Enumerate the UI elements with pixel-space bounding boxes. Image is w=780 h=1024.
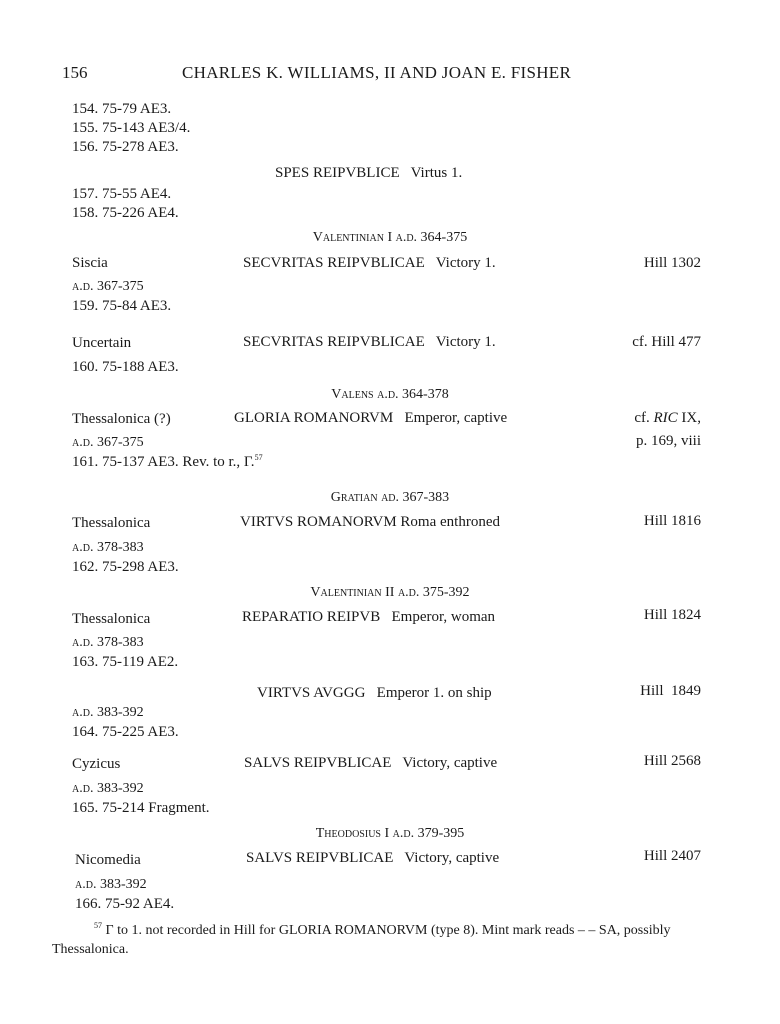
nicomedia-legend: SALVS REIPVBLICAE — [246, 850, 394, 866]
mint-nicomedia: Nicomedia — [75, 852, 141, 868]
page-number: 156 — [62, 63, 88, 82]
footnote-text: Γ to 1. not recorded in Hill for GLORIA ROMANORVM (type 8). Mint mark reads – – SA, possibly Thessalonica. — [52, 923, 671, 957]
footnote-marker: 57 — [94, 921, 102, 930]
valens-legend: GLORIA ROMANORVM — [234, 410, 394, 426]
entry-158: 158. 75-226 AE4. — [72, 205, 179, 221]
entry-163: 163. 75-119 AE2. — [72, 654, 179, 670]
mint-uncertain: Uncertain — [72, 335, 132, 351]
gratian-date: a.d. 378-383 — [72, 540, 144, 555]
entry-162: 162. 75-298 AE3. — [72, 559, 179, 575]
siscia-type-line — [243, 256, 496, 271]
section-heading-valentinian-ii: Valentinian II a.d. 375-392 — [310, 585, 470, 600]
spes-legend: SPES REIPVBLICE — [275, 165, 400, 181]
valens-ref-vol: IX, — [681, 410, 701, 426]
mint-thessalonica-uncertain: Thessalonica (?) — [72, 411, 171, 427]
spes-type-line — [275, 166, 462, 181]
valens-reference — [634, 411, 701, 426]
entry-161 — [72, 455, 263, 470]
entry-164: 164. 75-225 AE3. — [72, 724, 179, 740]
entry-155: 155. 75-143 AE3/4. — [72, 120, 191, 136]
siscia-legend: SECVRITAS REIPVBLICAE — [243, 255, 425, 271]
mint-siscia: Siscia — [72, 255, 108, 271]
nicomedia-type-line — [246, 851, 499, 866]
uncertain-legend: SECVRITAS REIPVBLICAE — [243, 334, 425, 350]
cyzicus-date: a.d. 383-392 — [72, 781, 144, 796]
uncertain-type: Victory 1. — [435, 334, 496, 350]
section-heading-valentinian-i: Valentinian I a.d. 364-375 — [312, 230, 468, 245]
mint-thessalonica-valentinian-ii: Thessalonica — [72, 611, 151, 627]
ship-legend: VIRTVS AVGGG — [257, 685, 366, 701]
gratian-type-line — [240, 515, 500, 530]
entry-157: 157. 75-55 AE4. — [72, 186, 172, 202]
section-heading-valens: Valens a.d. 364-378 — [331, 387, 449, 402]
entry-156: 156. 75-278 AE3. — [72, 139, 179, 155]
uncertain-reference: cf. Hill 477 — [632, 334, 701, 350]
footnote-ref-57[interactable]: 57 — [254, 453, 263, 462]
cyzicus-reference: Hill 2568 — [643, 753, 701, 769]
mint-thessalonica-gratian: Thessalonica — [72, 515, 151, 531]
reparatio-reference: Hill 1824 — [643, 607, 701, 623]
reparatio-type: Emperor, woman — [391, 609, 496, 625]
ship-type-line — [257, 686, 492, 701]
entry-159: 159. 75-84 AE3. — [72, 298, 172, 314]
section-heading-gratian: Gratian ad. 367-383 — [330, 490, 450, 505]
entry-165: 165. 75-214 Fragment. — [72, 800, 210, 816]
spes-type: Virtus 1. — [410, 165, 463, 181]
nicomedia-type: Victory, captive — [404, 850, 500, 866]
cyzicus-legend: SALVS REIPVBLICAE — [244, 755, 392, 771]
siscia-reference: Hill 1302 — [643, 255, 701, 271]
valens-ref-work: RIC — [653, 410, 678, 426]
siscia-date: a.d. 367-375 — [72, 279, 144, 294]
mint-cyzicus: Cyzicus — [72, 756, 121, 772]
uncertain-type-line — [243, 335, 496, 350]
reparatio-date: a.d. 378-383 — [72, 635, 144, 650]
footnote-57 — [52, 921, 724, 959]
cyzicus-type-line — [244, 756, 497, 771]
siscia-type: Victory 1. — [435, 255, 496, 271]
entry-166: 166. 75-92 AE4. — [75, 896, 175, 912]
gratian-type: Roma enthroned — [400, 514, 500, 530]
ship-reference: Hill 1849 — [640, 683, 701, 699]
entry-161-text: 161. 75-137 AE3. Rev. to r., Γ. — [72, 454, 255, 470]
running-title: CHARLES K. WILLIAMS, II AND JOAN E. FISHER — [182, 63, 572, 82]
valens-reference-line2: p. 169, viii — [635, 433, 701, 449]
reparatio-legend: REPARATIO REIPVB — [242, 609, 381, 625]
entry-160: 160. 75-188 AE3. — [72, 359, 179, 375]
nicomedia-reference: Hill 2407 — [643, 848, 701, 864]
cyzicus-type: Victory, captive — [402, 755, 498, 771]
nicomedia-date: a.d. 383-392 — [75, 877, 147, 892]
section-heading-theodosius-i: Theodosius I a.d. 379-395 — [315, 826, 465, 841]
valens-date: a.d. 367-375 — [72, 435, 144, 450]
valens-ref-prefix: cf. — [634, 410, 650, 426]
ship-date: a.d. 383-392 — [72, 705, 144, 720]
gratian-legend: VIRTVS ROMANORVM — [240, 514, 397, 530]
reparatio-type-line — [242, 610, 495, 625]
ship-type: Emperor 1. on ship — [376, 685, 492, 701]
valens-type: Emperor, captive — [404, 410, 508, 426]
valens-type-line — [234, 411, 507, 426]
entry-154: 154. 75-79 AE3. — [72, 101, 172, 117]
gratian-reference: Hill 1816 — [643, 513, 701, 529]
